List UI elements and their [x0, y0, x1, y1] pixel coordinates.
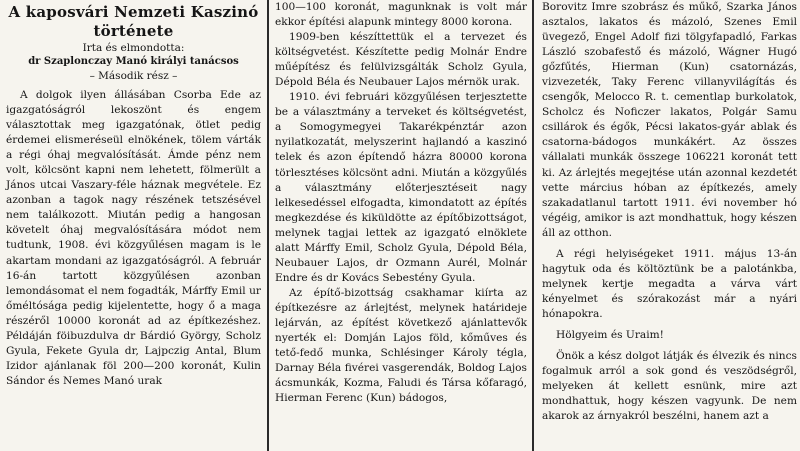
paragraph: 1909-ben készíttettük el a tervezet és költségvetést. Készítette pedig Molnár Endre műépítész és felülvizsgálták Scholz Gyula, Dépold Béla és Neubauer Lajos mérnök urak. — [275, 31, 527, 89]
column-divider — [532, 0, 534, 451]
article-title: A kaposvári Nemzeti Kaszinó története — [8, 3, 259, 40]
paragraph: 100—100 koronát, magunknak is volt már ekkor építési alapunk mintegy 8000 korona. — [275, 1, 527, 29]
paragraph: A dolgok ilyen állásában Csorba Ede az igazgatóságról lekoszönt és engem választottak meg igazgatónak, ötlet pedig érdemei elismeréseül elnökének, tölem várták a régi óhaj megvalósítását. Ámde pénz nem volt, kölcsönt kapni nem lehetett, fölmerült a János utcai Vaszary-féle háznak megvétele. Ez azonban a tagok nagy részének tetszésével nem találkozott. Miután pedig a hangosan követelt óhaj megvalósítására módot nem tudtunk, 1908. évi közgyűlésen magam is le akartam mondani az igazgatóságról. A február 16-án tartott közgyűlésen azonban lemondásomat el nem fogadták, Márffy Emil ur őméltósága pedig kijelentette, hogy ő a maga részéről 10000 koronát ad az építkezéshez. Példáján föibuzdulva dr Bárdió György, Scholz Gyula, Fekete Gyula dr, Lajpczig Antal, Blum Izidor ajánlanak föl 200—200 koronát, Kulin Sándor és Nemes Manó urak — [6, 89, 261, 387]
column-2 — [272, 0, 530, 451]
author-line — [6, 55, 261, 69]
column-1 — [0, 0, 264, 451]
column-divider — [267, 0, 269, 451]
paragraph: Borovitz Imre szobrász és műkő, Szarka János asztalos, lakatos és mázoló, Szenes Emil üvegező, Engel Adolf fizi tölgyfapadló, Farkas László szobafestő és mázoló, Wágner Hugó gőzfűtés, Hierman (Kun) csatornázás, vizvezeték, Taky Ferenc villanyvilágítás és csengők, Melocco R. t. cementlap burkolatok, Scholcz és Noficzer lakatos, Polgár Samu csillárok és égők, Pécsi lakatos-gyár ablak és csatorna-bádogos munkákért. Az összes vállalati munkák összege 106221 koronát tett ki. Az árlejtés megejtése után azonnal kezdetét vette március hóban az építkezés, amely szakadatlanul tartott 1911. évi november hó végéig, amikor is azt mondhattuk, hogy készen áll az otthon. — [542, 1, 797, 239]
paragraph: A régi helyiségeket 1911. május 13-án hagytuk oda és költöztünk be a palotánkba, melynek kertje megadta a várva várt kényelmet és szórakozást már a nyári hónapokra. — [542, 247, 797, 320]
part-label: – Második rész – — [89, 70, 178, 82]
author-name: dr Szaplonczay Manó királyi tanácsos — [28, 56, 239, 67]
paragraph: 1910. évi februári közgyűlésen terjesztette be a választmány a terveket és költségvetést, a Somogymegyei Takarékpénztár azon nyilatkozatát, melyszerint hajlandó a kaszinó telek és azon építendő házra 80000 korona törlesztéses kölcsönt adni. Miután a közgyűlés a választmány előterjesztéseit nagy lelkesedéssel elfogadta, kimondatott az építés megkezdése és kiküldötte az építőbizottságot, melynek tagjai lettek az igazgató elnöklete alatt Márffy Emil, Scholz Gyula, Dépold Béla, Neubauer Lajos, dr Ozmann Aurél, Molnár Endre és dr Kovács Sebestény Gyula. — [275, 91, 527, 284]
paragraph: Önök a kész dolgot látják és élvezik és nincs fogalmuk arról a sok gond és veszödségről, melyeken át kellett esnünk, mire azt mondhattuk, hogy készen vagyunk. De nem akarok az árnyakról beszélni, hanem azt a — [542, 350, 797, 423]
byline: Irta és elmondotta: — [82, 42, 185, 54]
paragraph: Az építő-bizottság csakhamar kiírta az építkezésre az árlejtést, melynek határideje lejárván, az építést következő ajánlattevők nyerték el: Domján Lajos föld, kőműves és tető-fedő munka, Schlésinger Károly tégla, Darnay Béla fivérei vasgerendák, Boldog Lajos ácsmunkák, Kozma, Faludi és Társa kőfaragó, Hierman Ferenc (Kun) bádogos, — [275, 286, 527, 405]
column-3 — [538, 0, 800, 451]
salutation: Hölgyeim és Uraim! — [556, 328, 664, 341]
